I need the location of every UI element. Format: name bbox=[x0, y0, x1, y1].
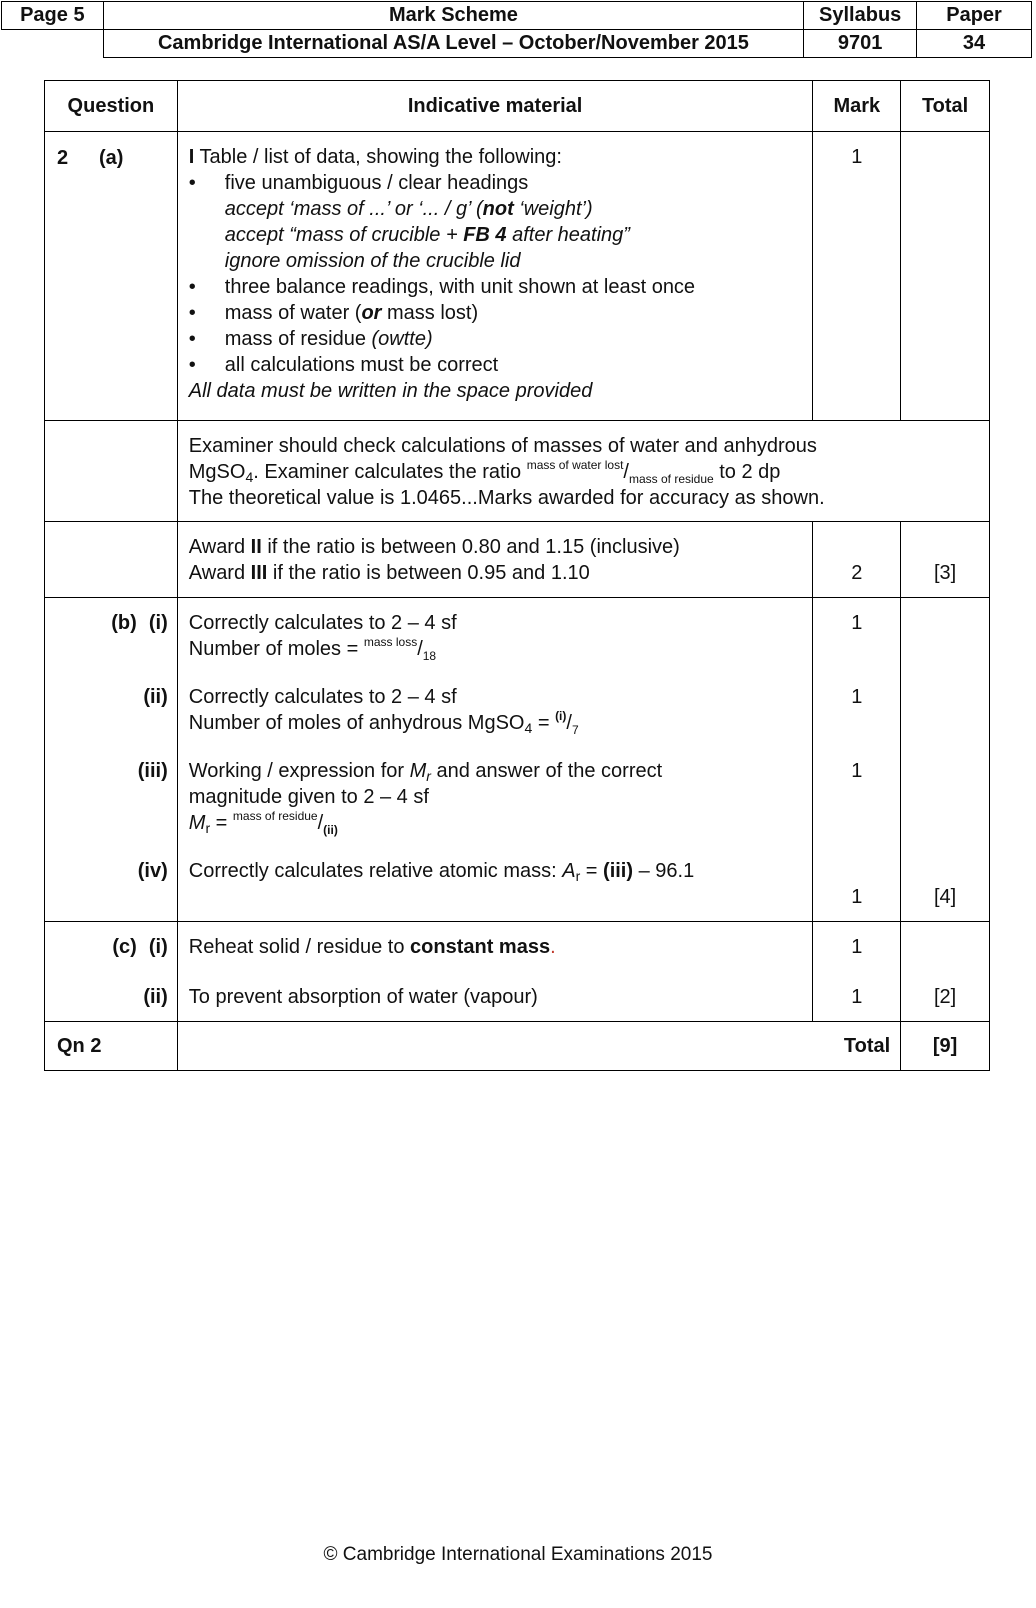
mark-value: 1 bbox=[851, 986, 863, 1008]
question-number: 2 bbox=[57, 147, 69, 169]
header-blank bbox=[2, 30, 104, 58]
summary-total: [9] bbox=[901, 1022, 990, 1071]
level-label: I bbox=[188, 146, 195, 168]
subpart-label: (i) bbox=[148, 612, 168, 634]
subpart-label: (iii) bbox=[137, 760, 168, 782]
summary-question: Qn 2 bbox=[45, 1022, 178, 1071]
table-row bbox=[45, 922, 990, 1022]
mark-value: 1 bbox=[851, 936, 863, 958]
table-row bbox=[45, 522, 990, 598]
mark-value: 2 bbox=[851, 562, 863, 584]
award-criteria: Award II if the ratio is between 0.80 and 1.15 (inclusive) Award III if the ratio is between 0.95 and 1.10 bbox=[177, 522, 813, 598]
col-question: Question bbox=[45, 81, 178, 132]
summary-label: Total bbox=[177, 1022, 900, 1071]
footer-copyright: © Cambridge International Examinations 2015 bbox=[323, 1544, 713, 1565]
mark-value: 1 bbox=[851, 146, 863, 168]
list-item: • mass of water (or mass lost) bbox=[188, 302, 479, 324]
mark-value: 1 bbox=[851, 686, 863, 708]
subpart-label: (i) bbox=[148, 936, 168, 958]
examiner-note: Examiner should check calculations of masses of water and anhydrous MgSO$_4$. Examiner calculates the ratio $^{mass of water lost}/_{mass of residue}$ to 2 dp The theoretical value is 1.0465...Marks awarded for accuracy as shown. bbox=[177, 421, 989, 522]
question-part: (b) bbox=[111, 612, 137, 634]
col-total: Total bbox=[901, 81, 990, 132]
document-title: Mark Scheme bbox=[103, 2, 804, 30]
paper-number: 34 bbox=[917, 30, 1032, 58]
note: accept “mass of crucible + FB 4 after heating” bbox=[224, 224, 630, 246]
exam-name: Cambridge International AS/A Level – October/November 2015 bbox=[103, 30, 804, 58]
material-2c: Reheat solid / residue to constant mass. To prevent absorption of water (vapour) bbox=[177, 922, 813, 1022]
subpart-label: (ii) bbox=[143, 686, 168, 708]
subpart-label: (iv) bbox=[137, 860, 168, 882]
col-mark: Mark bbox=[813, 81, 901, 132]
table-row bbox=[45, 598, 990, 922]
material-2b: Correctly calculates to 2 – 4 sf Number of moles = $^{mass loss}/_{18}$ Correctly calculates to 2 – 4 sf Number of moles of anhydrous MgSO$_4$ = $^{(i)}/_7$ Working / expression for $M_r$ and answer of the correct magnitude given to 2 – 4 sf $M_r = ^{mass of residue}/_{(ii)}$ Correctly calculates relative atomic mass: $A_r = (iii) - 96.1$ bbox=[177, 598, 813, 922]
mark-scheme-table bbox=[44, 80, 990, 1071]
total-value: [2] bbox=[933, 986, 957, 1008]
total-value: [3] bbox=[933, 562, 957, 584]
note: ignore omission of the crucible lid bbox=[224, 250, 521, 272]
question-part: (a) bbox=[99, 147, 124, 169]
page-number: Page 5 bbox=[2, 2, 104, 30]
list-item: • mass of residue (owtte) bbox=[188, 328, 433, 350]
mark-value: 1 bbox=[851, 612, 863, 634]
question-part: (c) bbox=[112, 936, 137, 958]
syllabus-code: 9701 bbox=[804, 30, 917, 58]
paper-label: Paper bbox=[917, 2, 1032, 30]
mark-value: 1 bbox=[851, 760, 863, 782]
total-value: [4] bbox=[933, 886, 957, 908]
footnote: All data must be written in the space provided bbox=[188, 380, 593, 402]
list-item: • three balance readings, with unit shown at least once bbox=[188, 276, 696, 298]
material-2a: I Table / list of data, showing the following: • five unambiguous / clear headings accept ‘mass of ...’ or ‘... / g’ (not ‘weight’) accept “mass of crucible + FB 4 after heating” ignore omission of the crucible lid • three balance readings, with unit shown at least once • mass of water (or mass lost) • mass of residue (owtte) • all calculations must be correct All data must be written in the space provided bbox=[177, 132, 813, 421]
subpart-label: (ii) bbox=[143, 986, 168, 1008]
mark-value: 1 bbox=[851, 886, 863, 908]
list-item: • five unambiguous / clear headings bbox=[188, 172, 529, 194]
table-row bbox=[45, 421, 990, 522]
list-item: • all calculations must be correct bbox=[188, 354, 499, 376]
col-material: Indicative material bbox=[177, 81, 813, 132]
note: accept ‘mass of ...’ or ‘... / g’ (not ‘weight’) bbox=[224, 198, 593, 220]
table-row bbox=[45, 132, 990, 421]
header-table bbox=[1, 1, 1032, 58]
table-row bbox=[45, 1022, 990, 1071]
syllabus-label: Syllabus bbox=[804, 2, 917, 30]
